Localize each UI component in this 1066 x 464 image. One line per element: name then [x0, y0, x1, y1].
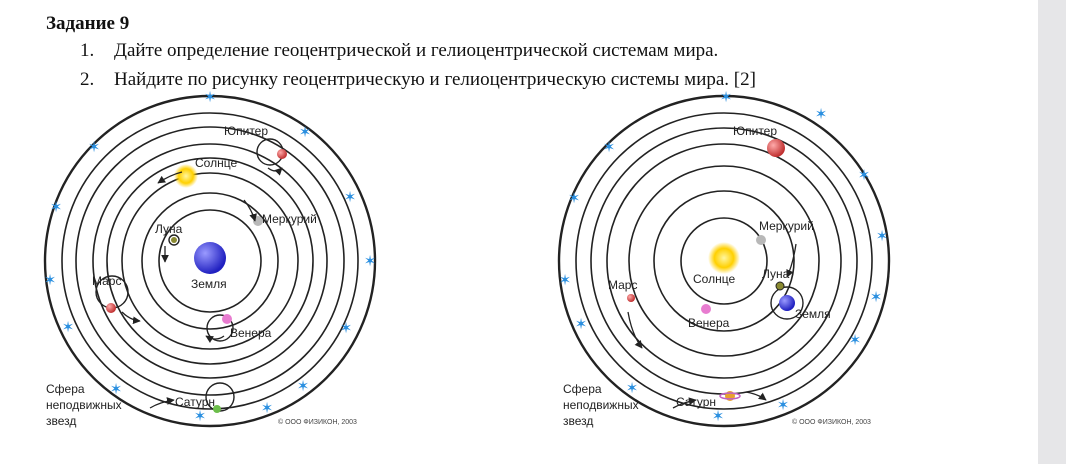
task-item-number: 1. [80, 40, 95, 61]
task-item-number: 2. [80, 69, 95, 90]
mars-label: Марс [92, 274, 122, 288]
earth-label: Земля [795, 307, 831, 321]
star-icon: ✶ [875, 228, 889, 245]
star-icon: ✶ [298, 124, 312, 141]
earth-label: Земля [191, 277, 227, 291]
sphere-label-line3: звезд [563, 414, 594, 428]
star-icon: ✶ [602, 139, 616, 156]
copyright-text: © ООО ФИЗИКОН, 2003 [792, 419, 871, 426]
venus-label: Венера [230, 326, 272, 340]
saturn-planet [720, 391, 740, 401]
mars-label: Марс [608, 278, 638, 292]
moon-label: Луна [762, 267, 790, 281]
star-icon: ✶ [193, 408, 207, 425]
sun-label: Солнце [693, 272, 736, 286]
sphere-label-line2: неподвижных [563, 398, 639, 412]
star-icon: ✶ [363, 253, 377, 270]
mercury-direction-arrow [244, 200, 255, 221]
star-icon: ✶ [848, 332, 862, 349]
star-icon: ✶ [296, 378, 310, 395]
star-icon: ✶ [776, 397, 790, 414]
star-icon: ✶ [711, 408, 725, 425]
sphere-label-line3: звезд [46, 414, 77, 428]
star-icon: ✶ [869, 289, 883, 306]
star-icon: ✶ [857, 167, 871, 184]
jupiter-planet [277, 149, 287, 159]
mars-planet [106, 303, 116, 313]
earth-planet [194, 242, 226, 274]
task-item-text: Дайте определение геоцентрической и гелиоцентрической системам мира. [114, 40, 719, 61]
venus-label: Венера [688, 316, 730, 330]
sun-label: Солнце [195, 156, 238, 170]
star-icon: ✶ [719, 89, 733, 106]
mercury-label: Меркурий [759, 219, 814, 233]
star-icon: ✶ [203, 89, 217, 106]
star-icon: ✶ [109, 381, 123, 398]
star-icon: ✶ [87, 139, 101, 156]
venus-planet [222, 314, 232, 324]
jupiter-planet [767, 139, 785, 157]
sphere-label-line1: Сфера [563, 382, 602, 396]
jupiter-direction-arrow [268, 168, 282, 171]
star-icon: ✶ [625, 380, 639, 397]
star-icon: ✶ [339, 320, 353, 337]
star-icon: ✶ [61, 319, 75, 336]
saturn-label: Сатурн [175, 395, 216, 409]
star-icon: ✶ [814, 106, 828, 123]
moon-body [776, 282, 784, 290]
jupiter-label: Юпитер [733, 124, 778, 138]
mercury-planet [756, 235, 766, 245]
geocentric-diagram [44, 89, 377, 428]
moon-body [171, 237, 177, 243]
venus-direction-arrow [206, 336, 224, 339]
star-icon: ✶ [574, 316, 588, 333]
saturn-direction-arrow [746, 392, 766, 400]
star-icon: ✶ [49, 199, 63, 216]
heliocentric-diagram [559, 89, 889, 428]
copyright-text: © ООО ФИЗИКОН, 2003 [278, 419, 357, 426]
side-panel-strip [1038, 0, 1066, 464]
venus-planet [701, 304, 711, 314]
star-icon: ✶ [343, 189, 357, 206]
star-icon: ✶ [558, 272, 572, 289]
saturn-label: Сатурн [676, 395, 717, 409]
sphere-label-line1: Сфера [46, 382, 85, 396]
moon-label: Луна [155, 222, 183, 236]
star-icon: ✶ [43, 272, 57, 289]
star-icon: ✶ [260, 400, 274, 417]
task-item-text: Найдите по рисунку геоцентрическую и гелиоцентрическую системы мира. [2] [114, 69, 756, 90]
mercury-label: Меркурий [262, 212, 317, 226]
sphere-label-line2: неподвижных [46, 398, 122, 412]
sun-body [708, 242, 740, 274]
jupiter-label: Юпитер [224, 124, 269, 138]
mars-planet [627, 294, 635, 302]
task-title: Задание 9 [46, 13, 130, 34]
star-icon: ✶ [567, 190, 581, 207]
earth-planet [779, 295, 795, 311]
